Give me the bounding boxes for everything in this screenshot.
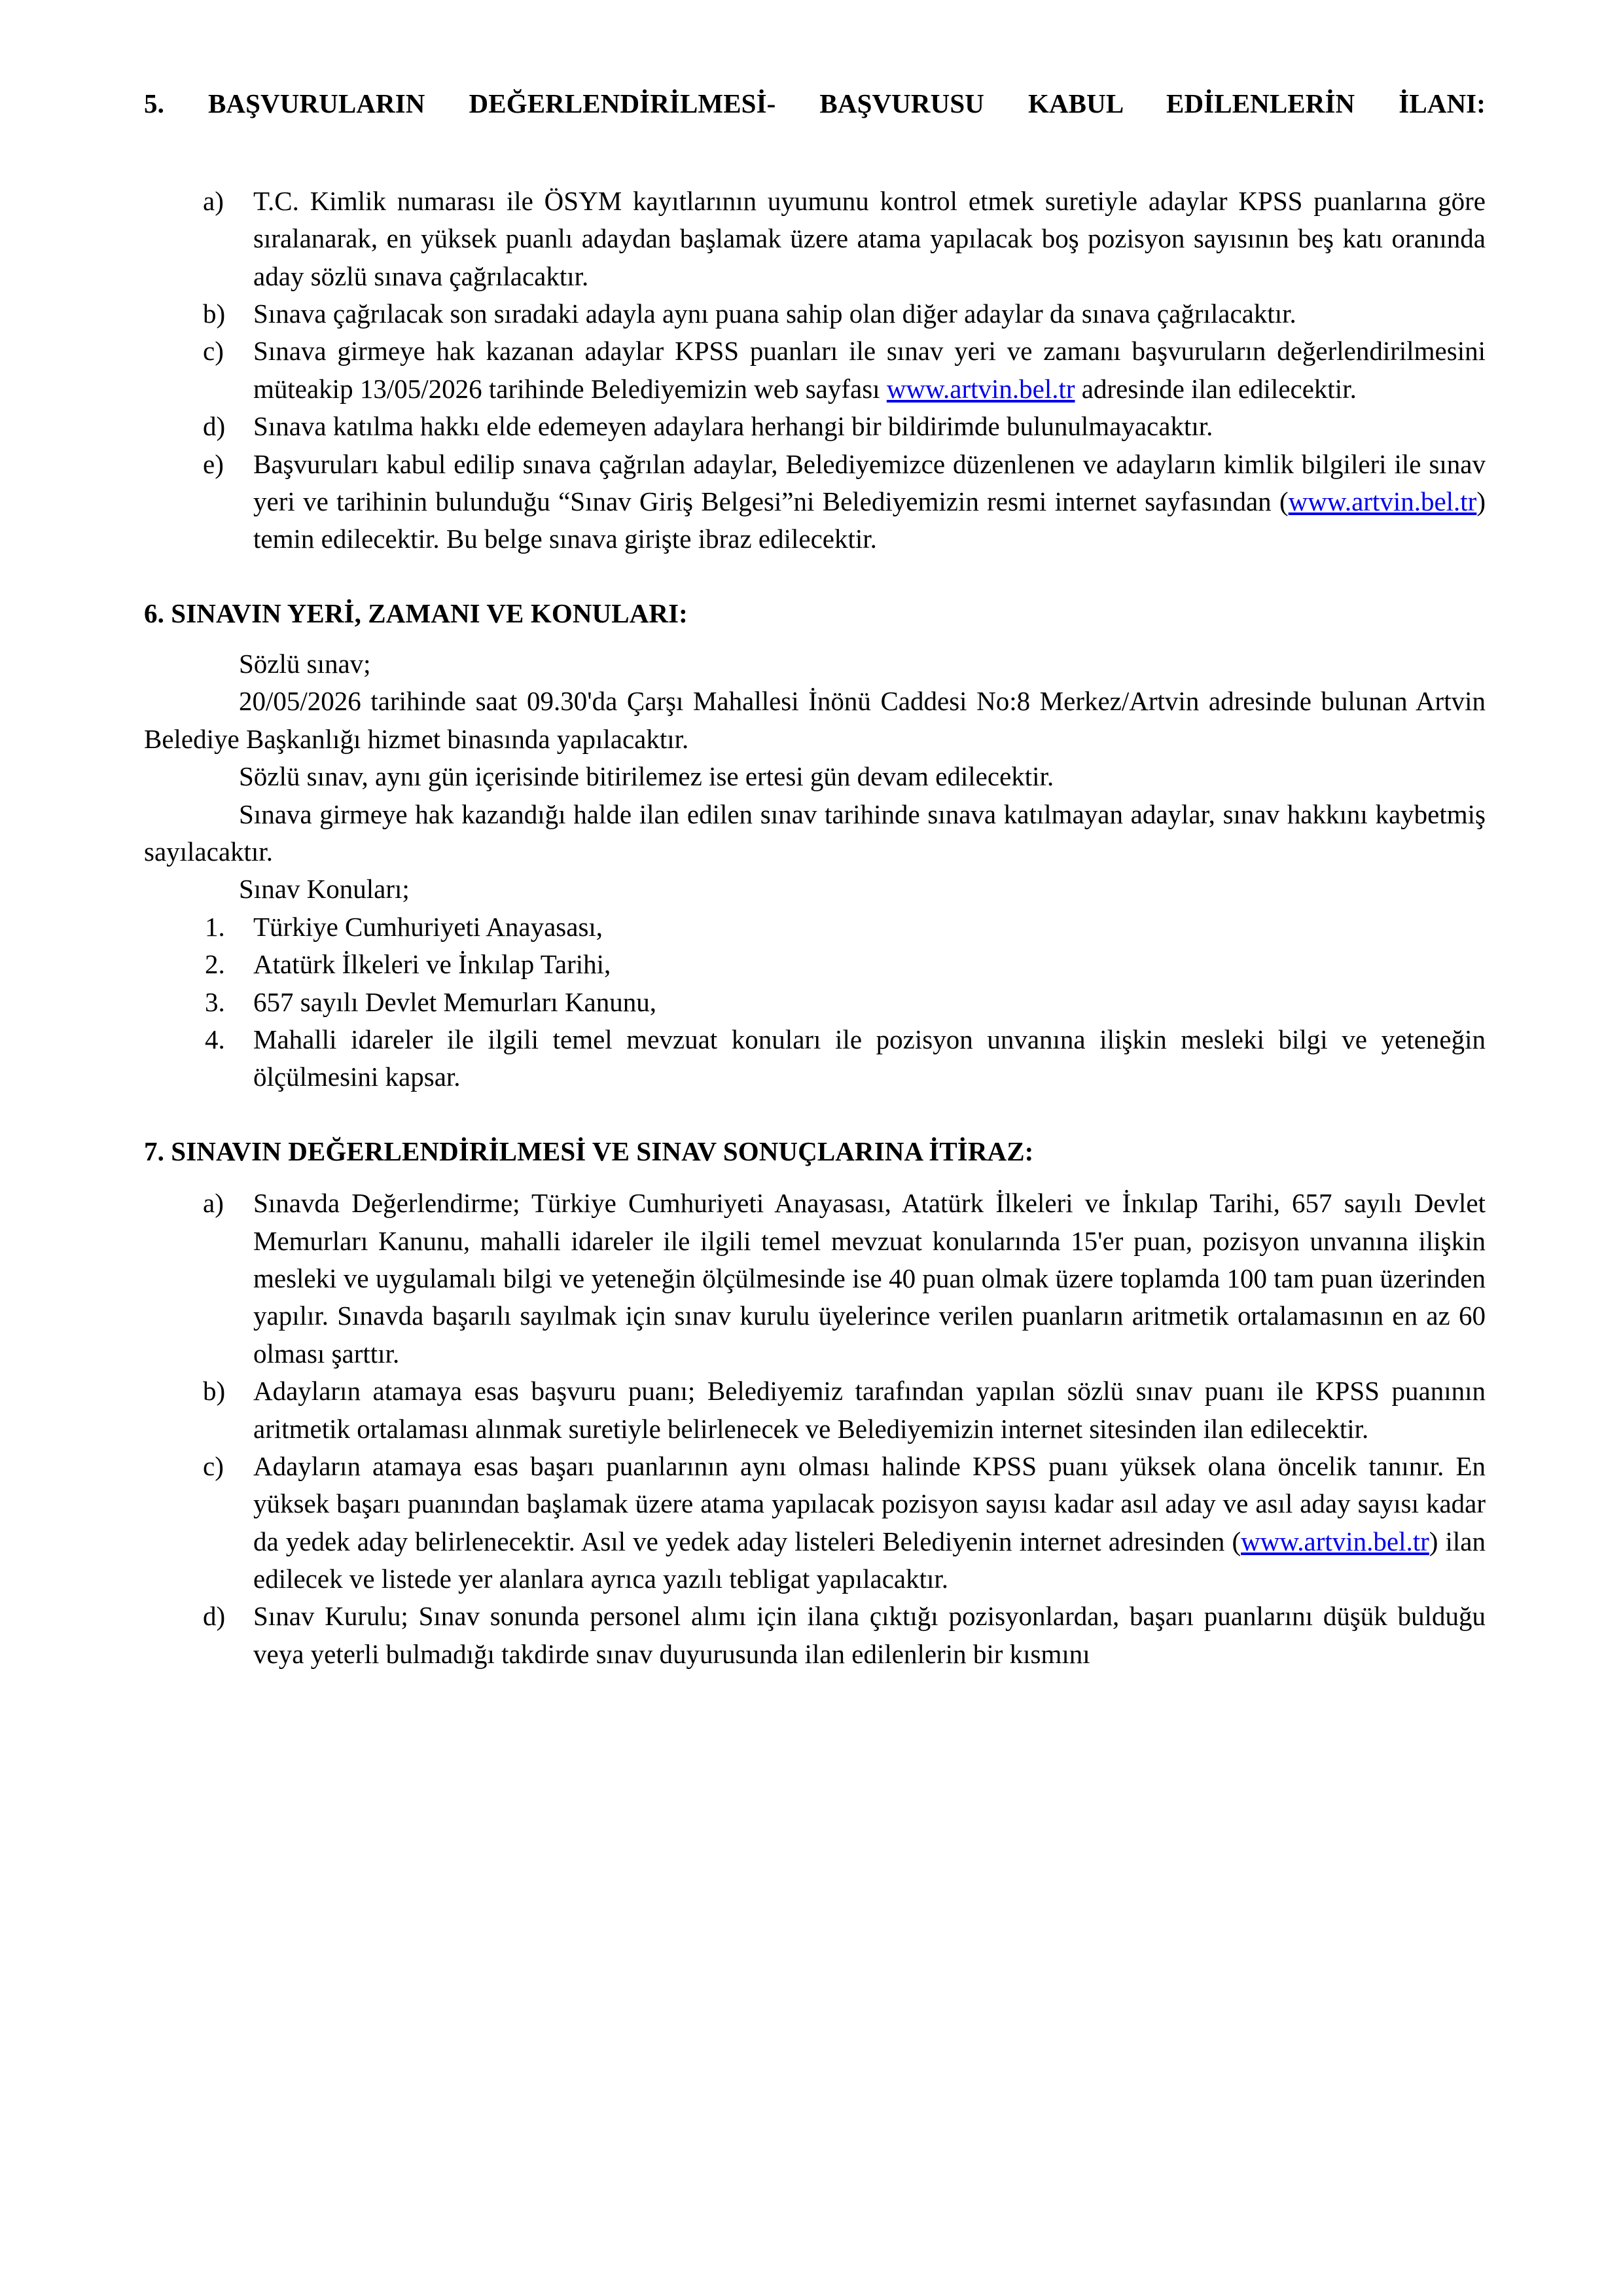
list-item	[144, 1448, 1486, 1598]
section-heading-5: 5. BAŞVURULARIN DEĞERLENDİRİLMESİ- BAŞVURUSU KABUL EDİLENLERİN İLANI:	[144, 88, 1486, 118]
list-marker: b)	[203, 1376, 226, 1407]
list-item	[144, 1598, 1486, 1673]
section-6-body	[144, 645, 1486, 908]
section-7-list	[144, 1185, 1486, 1673]
paragraph-continuation-next-day: Sözlü sınav, aynı gün içerisinde bitirilemez ise ertesi gün devam edilecektir.	[239, 761, 1054, 792]
list-item-text: Türkiye Cumhuriyeti Anayasası,	[253, 911, 603, 942]
list-item-text: 657 sayılı Devlet Memurları Kanunu,	[253, 986, 657, 1017]
paragraph-absent-candidates: Sınava girmeye hak kazandığı halde ilan edilen sınav tarihinde sınava katılmayan adaylar, sınav hakkını kaybetmiş sayılacaktır.	[144, 798, 1486, 867]
list-item-text-before-link: Adayların atamaya esas başarı puanlarının aynı olması halinde KPSS puanı yüksek olana öncelik tanınır. En yüksek başarı puanından başlamak üzere atama yapılacak pozisyon sayısı kadar asıl aday ve asıl aday sayısı kadar da yedek aday belirlenecektir. Asıl ve yedek aday listeleri Belediyenin internet adresinden (	[253, 1450, 1486, 1556]
paragraph-exam-topics-label: Sınav Konuları;	[239, 874, 410, 905]
list-marker: 1.	[205, 911, 225, 942]
artvin-website-link[interactable]: www.artvin.bel.tr	[1241, 1526, 1429, 1556]
list-marker: a)	[203, 1188, 224, 1219]
artvin-website-link[interactable]: www.artvin.bel.tr	[1288, 486, 1477, 516]
list-item	[144, 1021, 1486, 1096]
list-item-text: T.C. Kimlik numarası ile ÖSYM kayıtlarının uyumunu kontrol etmek suretiyle adaylar KPSS puanlarına göre sıralanarak, en yüksek puanlı adaydan başlamak üzere atama yapılacak boş pozisyon sayısının beş katı oranında aday sözlü sınava çağrılacaktır.	[253, 185, 1486, 291]
list-marker: 3.	[205, 986, 225, 1017]
list-item-text-after-link: ) temin edilecektir. Bu belge sınava girişte ibraz edilecektir.	[253, 486, 1486, 554]
list-item	[144, 295, 1486, 332]
section-5-list	[144, 183, 1486, 558]
list-item-text: Sınav Kurulu; Sınav sonunda personel alımı için ilana çıktığı pozisyonlardan, başarı puanlarını düşük bulduğu veya yeterli bulmadığı takdirde sınav duyurusunda ilan edilenlerin bir kısmını	[253, 1601, 1486, 1669]
list-item-text-after-link: adresinde ilan edilecektir.	[1075, 373, 1357, 404]
list-marker: e)	[203, 448, 224, 479]
list-marker: a)	[203, 185, 224, 216]
list-item-text: Sınava çağrılacak son sıradaki adayla aynı puana sahip olan diğer adaylar da sınava çağrılacaktır.	[253, 298, 1296, 329]
list-item	[144, 908, 1486, 946]
list-item-text: Sınava katılma hakkı elde edemeyen adaylara herhangi bir bildirimde bulunulmayacaktır.	[253, 411, 1213, 442]
list-item	[144, 946, 1486, 983]
list-item-text: Adayların atamaya esas başvuru puanı; Belediyemiz tarafından yapılan sözlü sınav puanı ile KPSS puanının aritmetik ortalaması alınmak suretiyle belirlenecek ve Belediyemizin internet sitesinden ilan edilecektir.	[253, 1376, 1486, 1444]
list-marker: d)	[203, 1601, 226, 1632]
list-item	[144, 984, 1486, 1021]
list-marker: 2.	[205, 949, 225, 980]
list-marker: c)	[203, 1450, 224, 1481]
list-item-text-after-link: ) ilan edilecek ve listede yer alanlara ayrıca yazılı tebligat yapılacaktır.	[253, 1526, 1486, 1594]
list-item-text: Atatürk İlkeleri ve İnkılap Tarihi,	[253, 949, 611, 980]
section-heading-6: 6. SINAVIN YERİ, ZAMANI VE KONULARI:	[144, 598, 688, 628]
list-item	[144, 1372, 1486, 1448]
list-marker: b)	[203, 298, 226, 329]
exam-topics-list	[144, 908, 1486, 1096]
list-marker: c)	[203, 336, 224, 367]
list-item	[144, 183, 1486, 295]
section-heading-7: 7. SINAVIN DEĞERLENDİRİLMESİ VE SINAV SONUÇLARINA İTİRAZ:	[144, 1136, 1034, 1166]
paragraph-exam-datetime-address: 20/05/2026 tarihinde saat 09.30'da Çarşı Mahallesi İnönü Caddesi No:8 Merkez/Artvin adresinde bulunan Artvin Belediye Başkanlığı hizmet binasında yapılacaktır.	[144, 686, 1486, 754]
list-item	[144, 446, 1486, 558]
paragraph-sozlu-sinav: Sözlü sınav;	[239, 649, 371, 679]
list-item	[144, 1185, 1486, 1372]
list-item-text-before-link: Başvuruları kabul edilip sınava çağrılan adaylar, Belediyemizce düzenlenen ve adayların kimlik bilgileri ile sınav yeri ve tarihinin bulunduğu “Sınav Giriş Belgesi”ni Belediyemizin resmi internet sayfasından (	[253, 448, 1486, 516]
list-marker: d)	[203, 411, 226, 442]
list-item-text: Sınavda Değerlendirme; Türkiye Cumhuriyeti Anayasası, Atatürk İlkeleri ve İnkılap Tarihi, 657 sayılı Devlet Memurları Kanunu, mahalli idareler ile ilgili temel mevzuat konularında 15'er puan, pozisyon unvanına ilişkin mesleki ve uygulamalı bilgi ve yeteneğin ölçülmesinde ise 40 puan olmak üzere toplamda 100 tam puan üzerinden yapılır. Sınavda başarılı sayılmak için sınav kurulu üyelerince verilen puanların aritmetik ortalamasının en az 60 olması şarttır.	[253, 1188, 1486, 1369]
list-item	[144, 408, 1486, 445]
list-marker: 4.	[205, 1024, 225, 1054]
list-item	[144, 332, 1486, 408]
list-item-text-before-link: Sınava girmeye hak kazanan adaylar KPSS puanları ile sınav yeri ve zamanı başvuruların değerlendirilmesini müteakip 13/05/2026 tarihinde Belediyemizin web sayfası	[253, 336, 1486, 404]
artvin-website-link[interactable]: www.artvin.bel.tr	[886, 373, 1075, 404]
list-item-text: Mahalli idareler ile ilgili temel mevzuat konuları ile pozisyon unvanına ilişkin mesleki bilgi ve yeteneğin ölçülmesini kapsar.	[253, 1024, 1486, 1092]
